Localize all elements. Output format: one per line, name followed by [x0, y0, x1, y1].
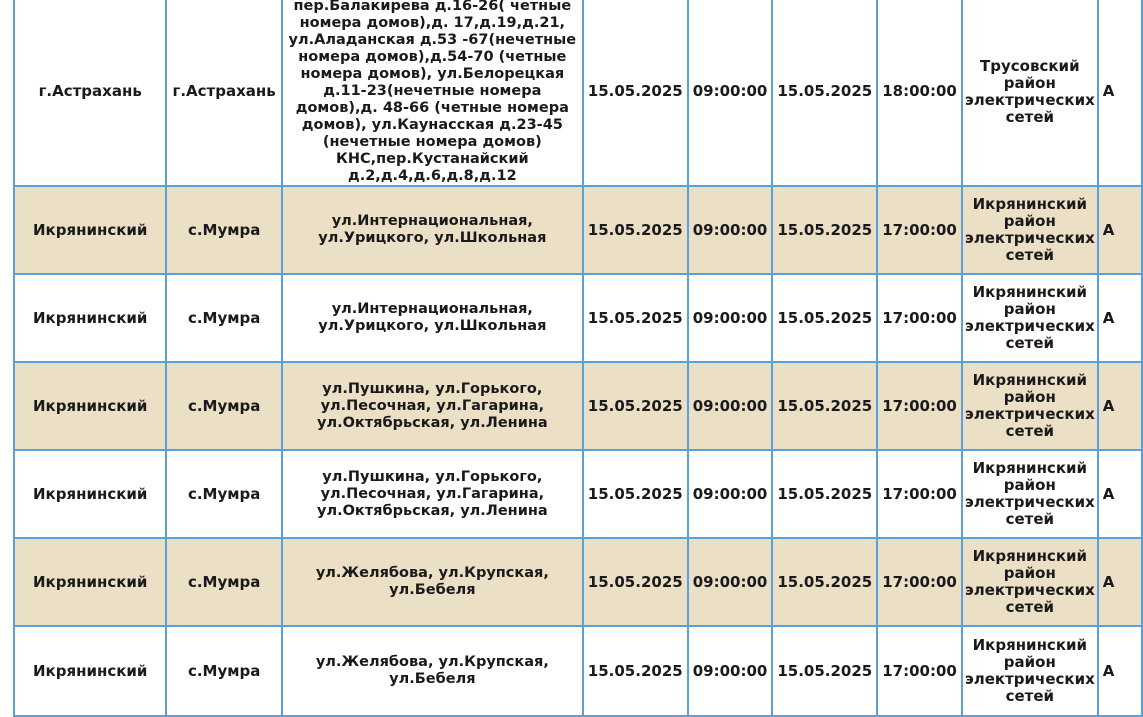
start-time-cell: 09:00:00	[688, 274, 773, 362]
extra-cell: А	[1098, 450, 1142, 538]
network-cell: Трусовский район электрических сетей	[962, 0, 1098, 186]
outage-table	[13, 0, 1143, 717]
start-date-cell: 15.05.2025	[583, 274, 688, 362]
locality-cell: с.Мумра	[166, 626, 281, 716]
extra-cell: А	[1098, 0, 1142, 186]
extra-cell: А	[1098, 186, 1142, 274]
start-date-cell: 15.05.2025	[583, 538, 688, 626]
address-cell: ул.Интернациональная, ул.Урицкого, ул.Школьная	[282, 186, 583, 274]
end-date-cell: 15.05.2025	[772, 362, 877, 450]
start-date-cell: 15.05.2025	[583, 186, 688, 274]
district-cell: Икрянинский	[14, 186, 166, 274]
table-row	[14, 626, 1142, 716]
table-row	[14, 450, 1142, 538]
table-row	[14, 362, 1142, 450]
start-date-cell: 15.05.2025	[583, 450, 688, 538]
end-time-cell: 17:00:00	[877, 450, 962, 538]
start-date-cell: 15.05.2025	[583, 0, 688, 186]
address-cell: ул.Желябова, ул.Крупская, ул.Бебеля	[282, 626, 583, 716]
locality-cell: с.Мумра	[166, 450, 281, 538]
end-time-cell: 17:00:00	[877, 626, 962, 716]
table-row	[14, 186, 1142, 274]
end-time-cell: 17:00:00	[877, 274, 962, 362]
start-date-cell: 15.05.2025	[583, 626, 688, 716]
table-row	[14, 538, 1142, 626]
locality-cell: г.Астрахань	[166, 0, 281, 186]
table-row	[14, 0, 1142, 186]
extra-cell: А	[1098, 538, 1142, 626]
locality-cell: с.Мумра	[166, 186, 281, 274]
start-time-cell: 09:00:00	[688, 538, 773, 626]
network-cell: Икрянинский район электрических сетей	[962, 538, 1098, 626]
start-time-cell: 09:00:00	[688, 186, 773, 274]
district-cell: Икрянинский	[14, 274, 166, 362]
start-date-cell: 15.05.2025	[583, 362, 688, 450]
network-cell: Икрянинский район электрических сетей	[962, 362, 1098, 450]
end-time-cell: 17:00:00	[877, 538, 962, 626]
end-date-cell: 15.05.2025	[772, 450, 877, 538]
network-cell: Икрянинский район электрических сетей	[962, 626, 1098, 716]
end-date-cell: 15.05.2025	[772, 274, 877, 362]
start-time-cell: 09:00:00	[688, 626, 773, 716]
end-date-cell: 15.05.2025	[772, 186, 877, 274]
address-cell: пер.Балакирева д.16-26( четные номера домов),д. 17,д.19,д.21, ул.Аладанская д.53 -67(нечетные номера домов),д.54-70 (четные номера домов), ул.Белорецкая д.11-23(нечетные номера домов),д. 48-66 (четные номера домов), ул.Каунасская д.23-45 (нечетные номера домов) КНС,пер.Кустанайский д.2,д.4,д.6,д.8,д.12	[282, 0, 583, 186]
extra-cell: А	[1098, 362, 1142, 450]
end-time-cell: 18:00:00	[877, 0, 962, 186]
start-time-cell: 09:00:00	[688, 0, 773, 186]
end-date-cell: 15.05.2025	[772, 538, 877, 626]
end-date-cell: 15.05.2025	[772, 0, 877, 186]
network-cell: Икрянинский район электрических сетей	[962, 186, 1098, 274]
extra-cell: А	[1098, 274, 1142, 362]
extra-cell: А	[1098, 626, 1142, 716]
district-cell: Икрянинский	[14, 538, 166, 626]
locality-cell: с.Мумра	[166, 362, 281, 450]
district-cell: Икрянинский	[14, 626, 166, 716]
address-cell: ул.Желябова, ул.Крупская, ул.Бебеля	[282, 538, 583, 626]
address-cell: ул.Пушкина, ул.Горького, ул.Песочная, ул.Гагарина, ул.Октябрьская, ул.Ленина	[282, 362, 583, 450]
start-time-cell: 09:00:00	[688, 450, 773, 538]
network-cell: Икрянинский район электрических сетей	[962, 274, 1098, 362]
locality-cell: с.Мумра	[166, 538, 281, 626]
network-cell: Икрянинский район электрических сетей	[962, 450, 1098, 538]
district-cell: г.Астрахань	[14, 0, 166, 186]
start-time-cell: 09:00:00	[688, 362, 773, 450]
address-cell: ул.Пушкина, ул.Горького, ул.Песочная, ул.Гагарина, ул.Октябрьская, ул.Ленина	[282, 450, 583, 538]
end-time-cell: 17:00:00	[877, 362, 962, 450]
locality-cell: с.Мумра	[166, 274, 281, 362]
outage-table-container	[13, 0, 1143, 717]
district-cell: Икрянинский	[14, 362, 166, 450]
table-row	[14, 274, 1142, 362]
end-time-cell: 17:00:00	[877, 186, 962, 274]
district-cell: Икрянинский	[14, 450, 166, 538]
address-cell: ул.Интернациональная, ул.Урицкого, ул.Школьная	[282, 274, 583, 362]
end-date-cell: 15.05.2025	[772, 626, 877, 716]
